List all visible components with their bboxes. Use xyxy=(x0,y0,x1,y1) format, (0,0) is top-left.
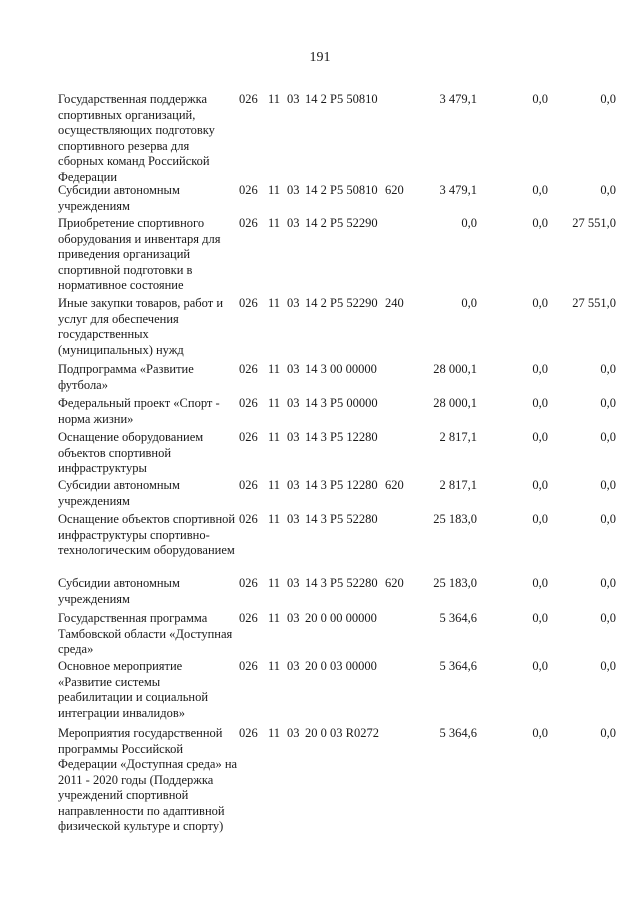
target-article-code: 14 3 P5 00000 xyxy=(305,396,378,410)
section-code: 11 xyxy=(268,478,281,492)
amount-2: 0,0 xyxy=(532,726,548,740)
amount-1: 5 364,6 xyxy=(439,726,477,740)
section-code: 11 xyxy=(268,216,281,230)
section-code: 11 xyxy=(268,183,281,197)
department-code: 026 xyxy=(239,183,258,197)
subsection-code: 03 xyxy=(287,216,300,230)
subsection-code: 03 xyxy=(287,726,300,740)
amount-1: 28 000,1 xyxy=(433,362,477,376)
section-code: 11 xyxy=(268,430,281,444)
amount-2: 0,0 xyxy=(532,576,548,590)
row-name: Субсидии автономным учреждениям xyxy=(58,478,180,508)
department-code: 026 xyxy=(239,362,258,376)
department-code: 026 xyxy=(239,296,258,310)
amount-3: 27 551,0 xyxy=(572,216,616,230)
amount-3: 0,0 xyxy=(600,362,616,376)
department-code: 026 xyxy=(239,659,258,673)
subsection-code: 03 xyxy=(287,396,300,410)
expense-type-code: 620 xyxy=(385,183,404,197)
row-name: Иные закупки товаров, работ и услуг для обеспечения государственных (муниципальных) нужд xyxy=(58,296,224,357)
department-code: 026 xyxy=(239,92,258,106)
amount-1: 5 364,6 xyxy=(439,659,477,673)
subsection-code: 03 xyxy=(287,478,300,492)
amount-2: 0,0 xyxy=(532,512,548,526)
section-code: 11 xyxy=(268,611,281,625)
row-name: Государственная программа Тамбовской области «Доступная среда» xyxy=(58,611,233,656)
subsection-code: 03 xyxy=(287,362,300,376)
amount-3: 0,0 xyxy=(600,478,616,492)
amount-2: 0,0 xyxy=(532,362,548,376)
expense-type-code: 620 xyxy=(385,576,404,590)
amount-3: 0,0 xyxy=(600,183,616,197)
amount-3: 0,0 xyxy=(600,396,616,410)
target-article-code: 20 0 03 R0272 xyxy=(305,726,379,740)
section-code: 11 xyxy=(268,362,281,376)
amount-1: 0,0 xyxy=(461,216,477,230)
amount-2: 0,0 xyxy=(532,659,548,673)
target-article-code: 14 2 P5 52290 xyxy=(305,216,378,230)
section-code: 11 xyxy=(268,92,281,106)
amount-3: 0,0 xyxy=(600,659,616,673)
subsection-code: 03 xyxy=(287,659,300,673)
subsection-code: 03 xyxy=(287,296,300,310)
amount-1: 3 479,1 xyxy=(439,183,477,197)
target-article-code: 14 2 P5 50810 xyxy=(305,92,378,106)
amount-1: 0,0 xyxy=(461,296,477,310)
section-code: 11 xyxy=(268,576,281,590)
amount-2: 0,0 xyxy=(532,183,548,197)
amount-2: 0,0 xyxy=(532,478,548,492)
amount-1: 5 364,6 xyxy=(439,611,477,625)
amount-3: 27 551,0 xyxy=(572,296,616,310)
section-code: 11 xyxy=(268,296,281,310)
row-name: Основное мероприятие «Развитие системы реабилитации и социальной интеграции инвалидов» xyxy=(58,659,209,720)
target-article-code: 14 3 P5 12280 xyxy=(305,430,378,444)
row-name: Мероприятия государственной программы Российской Федерации «Доступная среда» на 2011 - 2020 годы (Поддержка учреждений спортивной направленности по адаптивной физической культуре и спорту) xyxy=(58,726,238,833)
row-name: Оснащение объектов спортивной инфраструктуры спортивно-технологическим оборудованием xyxy=(58,512,236,557)
amount-3: 0,0 xyxy=(600,611,616,625)
section-code: 11 xyxy=(268,512,281,526)
target-article-code: 14 2 P5 50810 xyxy=(305,183,378,197)
amount-1: 25 183,0 xyxy=(433,576,477,590)
target-article-code: 20 0 03 00000 xyxy=(305,659,377,673)
department-code: 026 xyxy=(239,576,258,590)
amount-3: 0,0 xyxy=(600,576,616,590)
amount-3: 0,0 xyxy=(600,92,616,106)
section-code: 11 xyxy=(268,396,281,410)
row-name: Подпрограмма «Развитие футбола» xyxy=(58,362,194,392)
amount-1: 3 479,1 xyxy=(439,92,477,106)
expense-type-code: 240 xyxy=(385,296,404,310)
target-article-code: 14 3 P5 52280 xyxy=(305,512,378,526)
target-article-code: 14 3 00 00000 xyxy=(305,362,377,376)
subsection-code: 03 xyxy=(287,512,300,526)
subsection-code: 03 xyxy=(287,576,300,590)
department-code: 026 xyxy=(239,478,258,492)
section-code: 11 xyxy=(268,659,281,673)
amount-2: 0,0 xyxy=(532,296,548,310)
amount-2: 0,0 xyxy=(532,92,548,106)
amount-2: 0,0 xyxy=(532,430,548,444)
department-code: 026 xyxy=(239,216,258,230)
row-name: Субсидии автономным учреждениям xyxy=(58,576,180,606)
row-name: Государственная поддержка спортивных организаций, осуществляющих подготовку спортивного резерва для сборных команд Российской Федерации xyxy=(58,92,215,184)
section-code: 11 xyxy=(268,726,281,740)
amount-1: 25 183,0 xyxy=(433,512,477,526)
target-article-code: 20 0 00 00000 xyxy=(305,611,377,625)
row-name: Федеральный проект «Спорт - норма жизни» xyxy=(58,396,220,426)
amount-1: 28 000,1 xyxy=(433,396,477,410)
row-name: Приобретение спортивного оборудования и инвентаря для приведения организаций спортивной подготовки в нормативное состояние xyxy=(58,216,221,292)
department-code: 026 xyxy=(239,430,258,444)
subsection-code: 03 xyxy=(287,430,300,444)
amount-2: 0,0 xyxy=(532,396,548,410)
amount-3: 0,0 xyxy=(600,430,616,444)
target-article-code: 14 2 P5 52290 xyxy=(305,296,378,310)
amount-1: 2 817,1 xyxy=(439,478,477,492)
department-code: 026 xyxy=(239,512,258,526)
amount-2: 0,0 xyxy=(532,216,548,230)
department-code: 026 xyxy=(239,726,258,740)
expense-type-code: 620 xyxy=(385,478,404,492)
department-code: 026 xyxy=(239,611,258,625)
target-article-code: 14 3 P5 52280 xyxy=(305,576,378,590)
subsection-code: 03 xyxy=(287,611,300,625)
amount-2: 0,0 xyxy=(532,611,548,625)
department-code: 026 xyxy=(239,396,258,410)
row-name: Оснащение оборудованием объектов спортивной инфраструктуры xyxy=(58,430,204,475)
amount-3: 0,0 xyxy=(600,512,616,526)
subsection-code: 03 xyxy=(287,183,300,197)
page-number: 191 xyxy=(309,50,331,65)
amount-1: 2 817,1 xyxy=(439,430,477,444)
subsection-code: 03 xyxy=(287,92,300,106)
target-article-code: 14 3 P5 12280 xyxy=(305,478,378,492)
row-name: Субсидии автономным учреждениям xyxy=(58,183,180,213)
amount-3: 0,0 xyxy=(600,726,616,740)
